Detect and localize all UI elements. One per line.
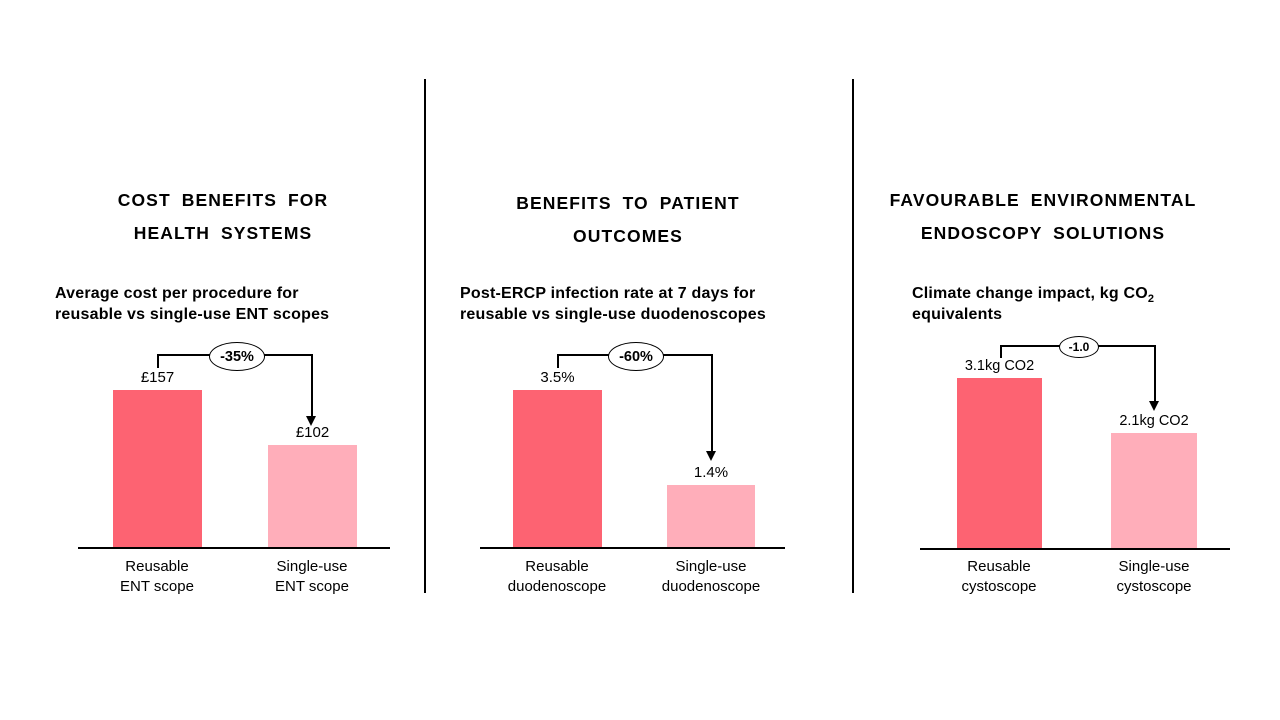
bracket-line (557, 354, 559, 368)
category-label-line: cystoscope (1116, 578, 1192, 595)
bar-value-label: £102 (295, 424, 330, 441)
section-title-line: COST BENEFITS FOR (117, 190, 329, 210)
bracket-line (1154, 345, 1156, 402)
bar-single-use (1111, 433, 1197, 549)
section-title (450, 187, 806, 253)
section-title-line: BENEFITS TO PATIENT (516, 193, 740, 213)
category-label (82, 557, 232, 597)
section-title (860, 184, 1226, 250)
category-label-line: Reusable (125, 558, 189, 575)
chart-subtitle (460, 283, 830, 325)
category-label-line: Single-use (1118, 558, 1190, 575)
axis-line (480, 547, 785, 549)
bracket-line (311, 354, 313, 417)
bar-value-label: 3.5% (540, 369, 575, 386)
bar-value-label: 2.1kg CO2 (1119, 413, 1189, 429)
section-title-line: HEALTH SYSTEMS (133, 223, 313, 243)
change-badge: -60% (608, 342, 664, 371)
bar-single-use (268, 445, 357, 548)
category-label-line: Reusable (967, 558, 1031, 575)
category-label (1079, 557, 1229, 597)
category-label (237, 557, 387, 597)
category-label (636, 557, 786, 597)
chart-subtitle-line: Average cost per procedure for (55, 285, 299, 302)
panel-divider (852, 79, 854, 593)
category-label-line: ENT scope (275, 578, 349, 595)
chart-subtitle-line: reusable vs single-use ENT scopes (55, 306, 330, 323)
chart-subtitle-line: Post-ERCP infection rate at 7 days for (460, 285, 756, 302)
bar-reusable (957, 378, 1042, 549)
axis-line (920, 548, 1230, 550)
bracket-line (157, 354, 159, 368)
category-label-line: duodenoscope (661, 578, 761, 595)
chart-subtitle-line: equivalents (912, 306, 1003, 323)
category-label-line: cystoscope (961, 578, 1037, 595)
bar-value-label: 3.1kg CO2 (964, 358, 1035, 374)
category-label (924, 557, 1074, 597)
change-badge: -1.0 (1059, 336, 1099, 358)
arrow-down-icon (706, 451, 716, 461)
panel-divider (424, 79, 426, 593)
section-title (40, 184, 406, 250)
axis-line (78, 547, 390, 549)
bar-value-label: £157 (140, 369, 175, 386)
bracket-line (711, 354, 713, 452)
chart-subtitle-text: Climate change impact, kg CO (912, 285, 1148, 302)
section-title-line: ENDOSCOPY SOLUTIONS (920, 223, 1166, 243)
section-title-line: FAVOURABLE ENVIRONMENTAL (889, 190, 1197, 210)
chart-subtitle-line (912, 283, 1232, 304)
change-badge: -35% (209, 342, 265, 371)
co2-subscript: 2 (1147, 293, 1155, 306)
category-label-line: Single-use (675, 558, 747, 575)
category-label-line: ENT scope (120, 578, 194, 595)
arrow-down-icon (1149, 401, 1159, 411)
bar-value-label: 1.4% (693, 464, 729, 481)
bar-reusable (113, 390, 202, 548)
chart-subtitle (55, 283, 395, 325)
chart-subtitle (912, 283, 1232, 325)
category-label-line: Single-use (276, 558, 348, 575)
section-title-line: OUTCOMES (573, 226, 683, 246)
chart-subtitle-line: reusable vs single-use duodenoscopes (460, 306, 766, 323)
bar-reusable (513, 390, 602, 548)
category-label-line: Reusable (525, 558, 589, 575)
category-label-line: duodenoscope (507, 578, 607, 595)
bar-single-use (667, 485, 755, 548)
bracket-line (1000, 345, 1002, 358)
category-label (482, 557, 632, 597)
